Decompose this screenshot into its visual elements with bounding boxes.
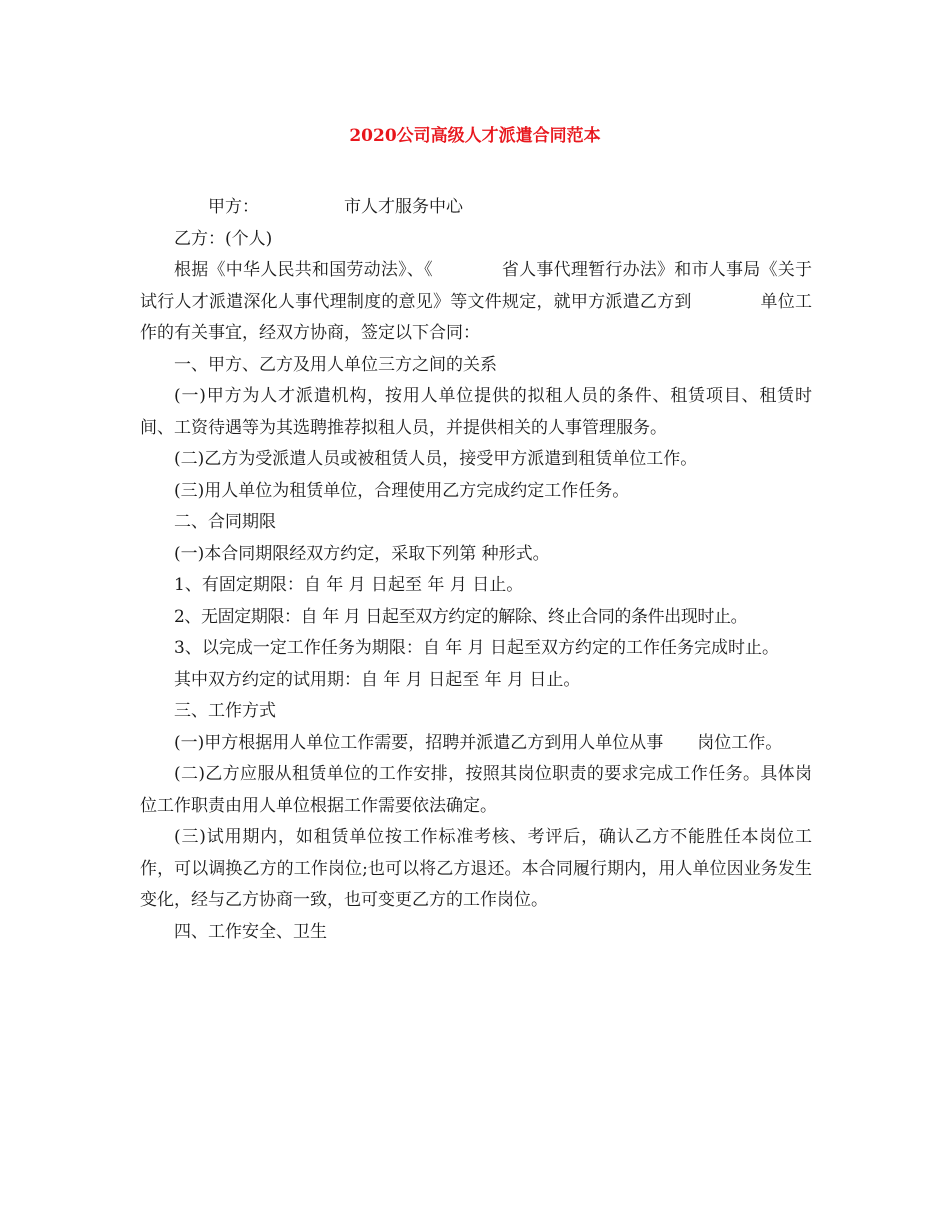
party-a-name: 市人才服务中心 [344, 197, 463, 217]
document-title: 2020公司高级人才派遣合同范本 [349, 126, 601, 146]
section-heading-2: 二、合同期限 [174, 512, 276, 532]
document-body [140, 192, 812, 948]
paragraph-3-1: (一)甲方根据用人单位工作需要，招聘并派遣乙方到用人单位从事 岗位工作。 [174, 732, 783, 753]
paragraph-1-1: (一)甲方为人才派遣机构，按用人单位提供的拟租人员的条件、租赁项目、租赁时间、工资待遇等为其选聘推荐拟租人员，并提供相关的人事管理服务。 [140, 386, 812, 438]
party-b-line: 乙方：(个人) [174, 228, 273, 249]
section-heading-4: 四、工作安全、卫生 [174, 921, 327, 942]
paragraph-2-item-1: 1、有固定期限：自 年 月 日起至 年 月 日止。 [174, 575, 524, 595]
section-heading-3: 三、工作方式 [174, 701, 276, 721]
paragraph-3-2: (二)乙方应服从租赁单位的工作安排，按照其岗位职责的要求完成工作任务。具体岗位工作职责由用人单位根据工作需要依法确定。 [140, 764, 812, 816]
section-heading-1: 一、甲方、乙方及用人单位三方之间的关系 [174, 354, 497, 375]
paragraph-3-3: (三)试用期内，如租赁单位按工作标准考核、考评后，确认乙方不能胜任本岗位工作，可以调换乙方的工作岗位;也可以将乙方退还。本合同履行期内，用人单位因业务发生变化，经与乙方协商一致，也可变更乙方的工作岗位。 [140, 827, 812, 910]
paragraph-2-probation: 其中双方约定的试用期：自 年 月 日起至 年 月 日止。 [174, 669, 581, 690]
paragraph-preamble: 根据《中华人民共和国劳动法》、《 省人事代理暂行办法》和市人事局《关于试行人才派遣深化人事代理制度的意见》等文件规定，就甲方派遣乙方到 单位工作的有关事宜，经双方协商，签定以下合同： [140, 260, 812, 343]
party-a-line [140, 192, 812, 224]
paragraph-2-1: (一)本合同期限经双方约定，采取下列第 种形式。 [174, 543, 550, 564]
paragraph-2-item-3: 3、以完成一定工作任务为期限：自 年 月 日起至双方约定的工作任务完成时止。 [174, 638, 780, 658]
party-a-label: 甲方： [208, 197, 259, 217]
paragraph-1-2: (二)乙方为受派遣人员或被租赁人员，接受甲方派遣到租赁单位工作。 [174, 449, 698, 469]
paragraph-1-3: (三)用人单位为租赁单位，合理使用乙方完成约定工作任务。 [174, 480, 630, 501]
paragraph-2-item-2: 2、无固定期限：自 年 月 日起至双方约定的解除、终止合同的条件出现时止。 [174, 606, 748, 627]
